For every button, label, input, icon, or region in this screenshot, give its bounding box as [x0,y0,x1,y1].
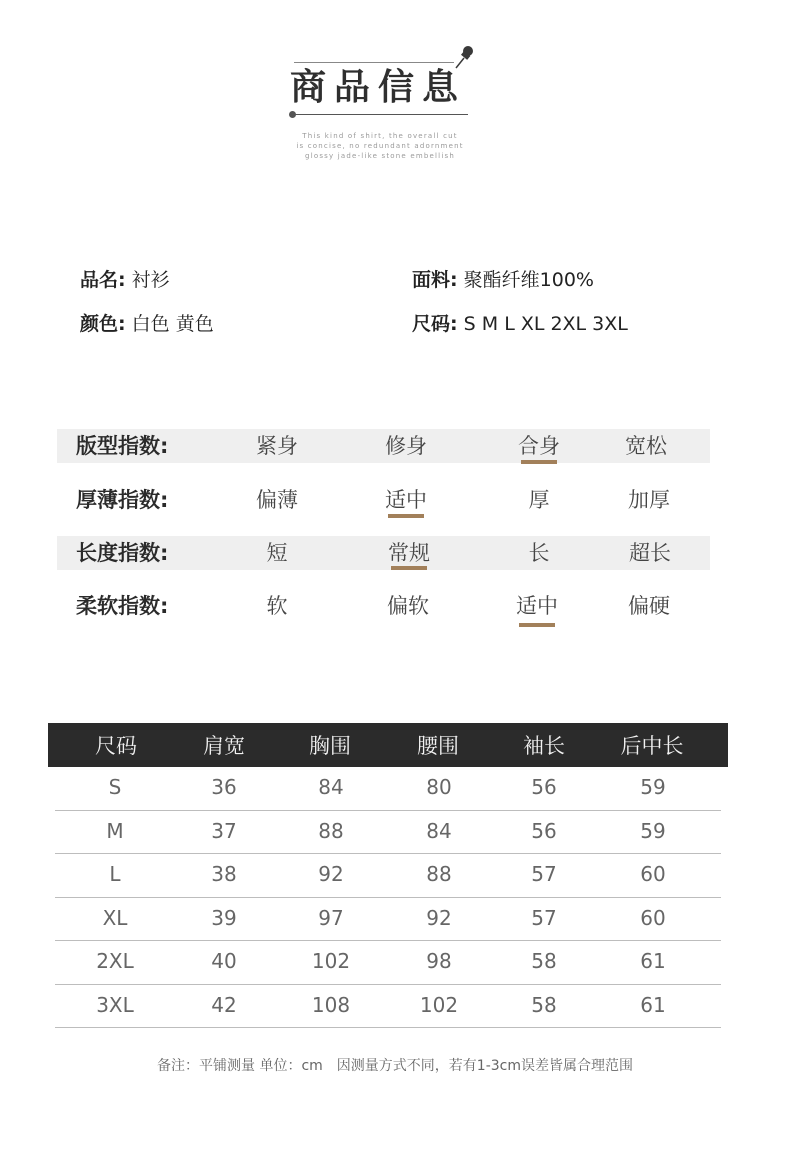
index-row-length [57,536,710,570]
index-row-fit [57,429,710,463]
index-option: 软 [266,594,288,618]
index-option-selected: 适中 [385,488,427,512]
title-underline [294,114,468,115]
index-option: 宽松 [625,434,667,458]
info-value: 聚酯纤维100% [463,269,594,291]
table-cell: 42 [211,992,237,1017]
index-label: 厚薄指数: [76,488,169,512]
info-label: 颜色: [80,313,126,335]
table-cell: 84 [318,775,344,799]
index-option: 紧身 [256,434,298,458]
table-cell: 60 [640,862,666,886]
selected-indicator [391,566,427,570]
selected-indicator [521,460,557,464]
table-cell: 57 [531,862,557,886]
index-option: 加厚 [628,488,670,512]
index-option: 修身 [385,434,427,458]
table-row [55,854,721,898]
table-cell: 60 [640,905,666,930]
table-header-cell: 肩宽 [203,734,245,758]
index-row-softness [57,589,710,623]
info-value: S M L XL 2XL 3XL [463,313,628,335]
table-cell: S [108,775,122,799]
table-header-cell: 腰围 [417,734,459,758]
subtitle-line: glossy jade-like stone embellish [305,152,455,160]
table-cell: 61 [640,992,666,1017]
pushpin-icon [453,44,477,70]
index-label: 长度指数: [76,541,169,565]
info-size [412,311,628,337]
table-cell: 80 [426,775,452,799]
table-cell: 56 [531,775,557,799]
index-option: 超长 [629,541,671,565]
table-header-cell: 胸围 [309,734,351,758]
table-cell: 102 [419,992,459,1017]
info-label: 品名: [80,269,126,291]
table-header-cell: 后中长 [620,734,684,758]
subtitle-line: is concise, no redundant adornment [296,142,464,150]
table-row [55,767,721,811]
table-cell: 2XL [96,949,134,973]
info-label: 尺码: [412,313,458,335]
title-top-rule [294,62,454,63]
table-cell: 36 [211,775,237,799]
index-option: 长 [528,541,550,565]
table-cell: 38 [211,862,237,886]
table-cell: 84 [426,818,452,843]
table-cell: XL [102,905,128,930]
subtitle [270,131,490,161]
table-cell: 92 [318,862,344,886]
table-cell: 40 [211,949,237,973]
table-cell: 59 [640,818,666,843]
page-title: 商品信息 [290,67,467,108]
info-product-name [80,267,170,293]
table-cell: 88 [426,862,452,886]
table-cell: 57 [531,905,557,930]
subtitle-line: This kind of shirt, the overall cut [302,132,458,140]
index-label: 版型指数: [76,434,169,458]
info-color [80,311,214,337]
table-cell: 58 [531,992,557,1017]
table-cell: 92 [426,905,452,930]
index-option: 厚 [528,488,550,512]
table-cell: 108 [311,992,351,1017]
table-cell: M [106,818,124,843]
size-table [48,723,728,1028]
table-row [55,985,721,1029]
table-cell: L [109,862,121,886]
info-fabric [412,267,594,293]
index-row-thickness [57,483,710,517]
index-option-selected: 适中 [516,594,558,618]
table-cell: 97 [318,905,344,930]
index-option: 短 [266,541,288,565]
info-value: 衬衫 [131,269,170,291]
table-row [55,811,721,855]
selected-indicator [519,623,555,627]
index-label: 柔软指数: [76,594,169,618]
table-cell: 39 [211,905,237,930]
table-header-cell: 袖长 [523,734,565,758]
table-cell: 37 [211,818,237,843]
footnote: 备注：平铺测量 单位：cm 因测量方式不同，若有1-3cm误差皆属合理范围 [157,1058,633,1074]
table-row [55,941,721,985]
table-cell: 88 [318,818,344,843]
table-cell: 61 [640,949,666,973]
table-cell: 102 [311,949,351,973]
table-header [48,723,728,767]
index-option: 偏薄 [256,488,298,512]
table-header-cell: 尺码 [95,734,137,758]
table-cell: 3XL [96,992,134,1017]
table-cell: 59 [640,775,666,799]
index-option: 偏硬 [628,594,670,618]
info-value: 白色 黄色 [131,313,214,335]
index-option: 偏软 [387,594,429,618]
info-label: 面料: [412,269,458,291]
index-option-selected: 合身 [518,434,560,458]
table-row [55,898,721,942]
table-cell: 56 [531,818,557,843]
table-cell: 98 [426,949,452,973]
table-cell: 58 [531,949,557,973]
selected-indicator [388,514,424,518]
index-option-selected: 常规 [388,541,430,565]
